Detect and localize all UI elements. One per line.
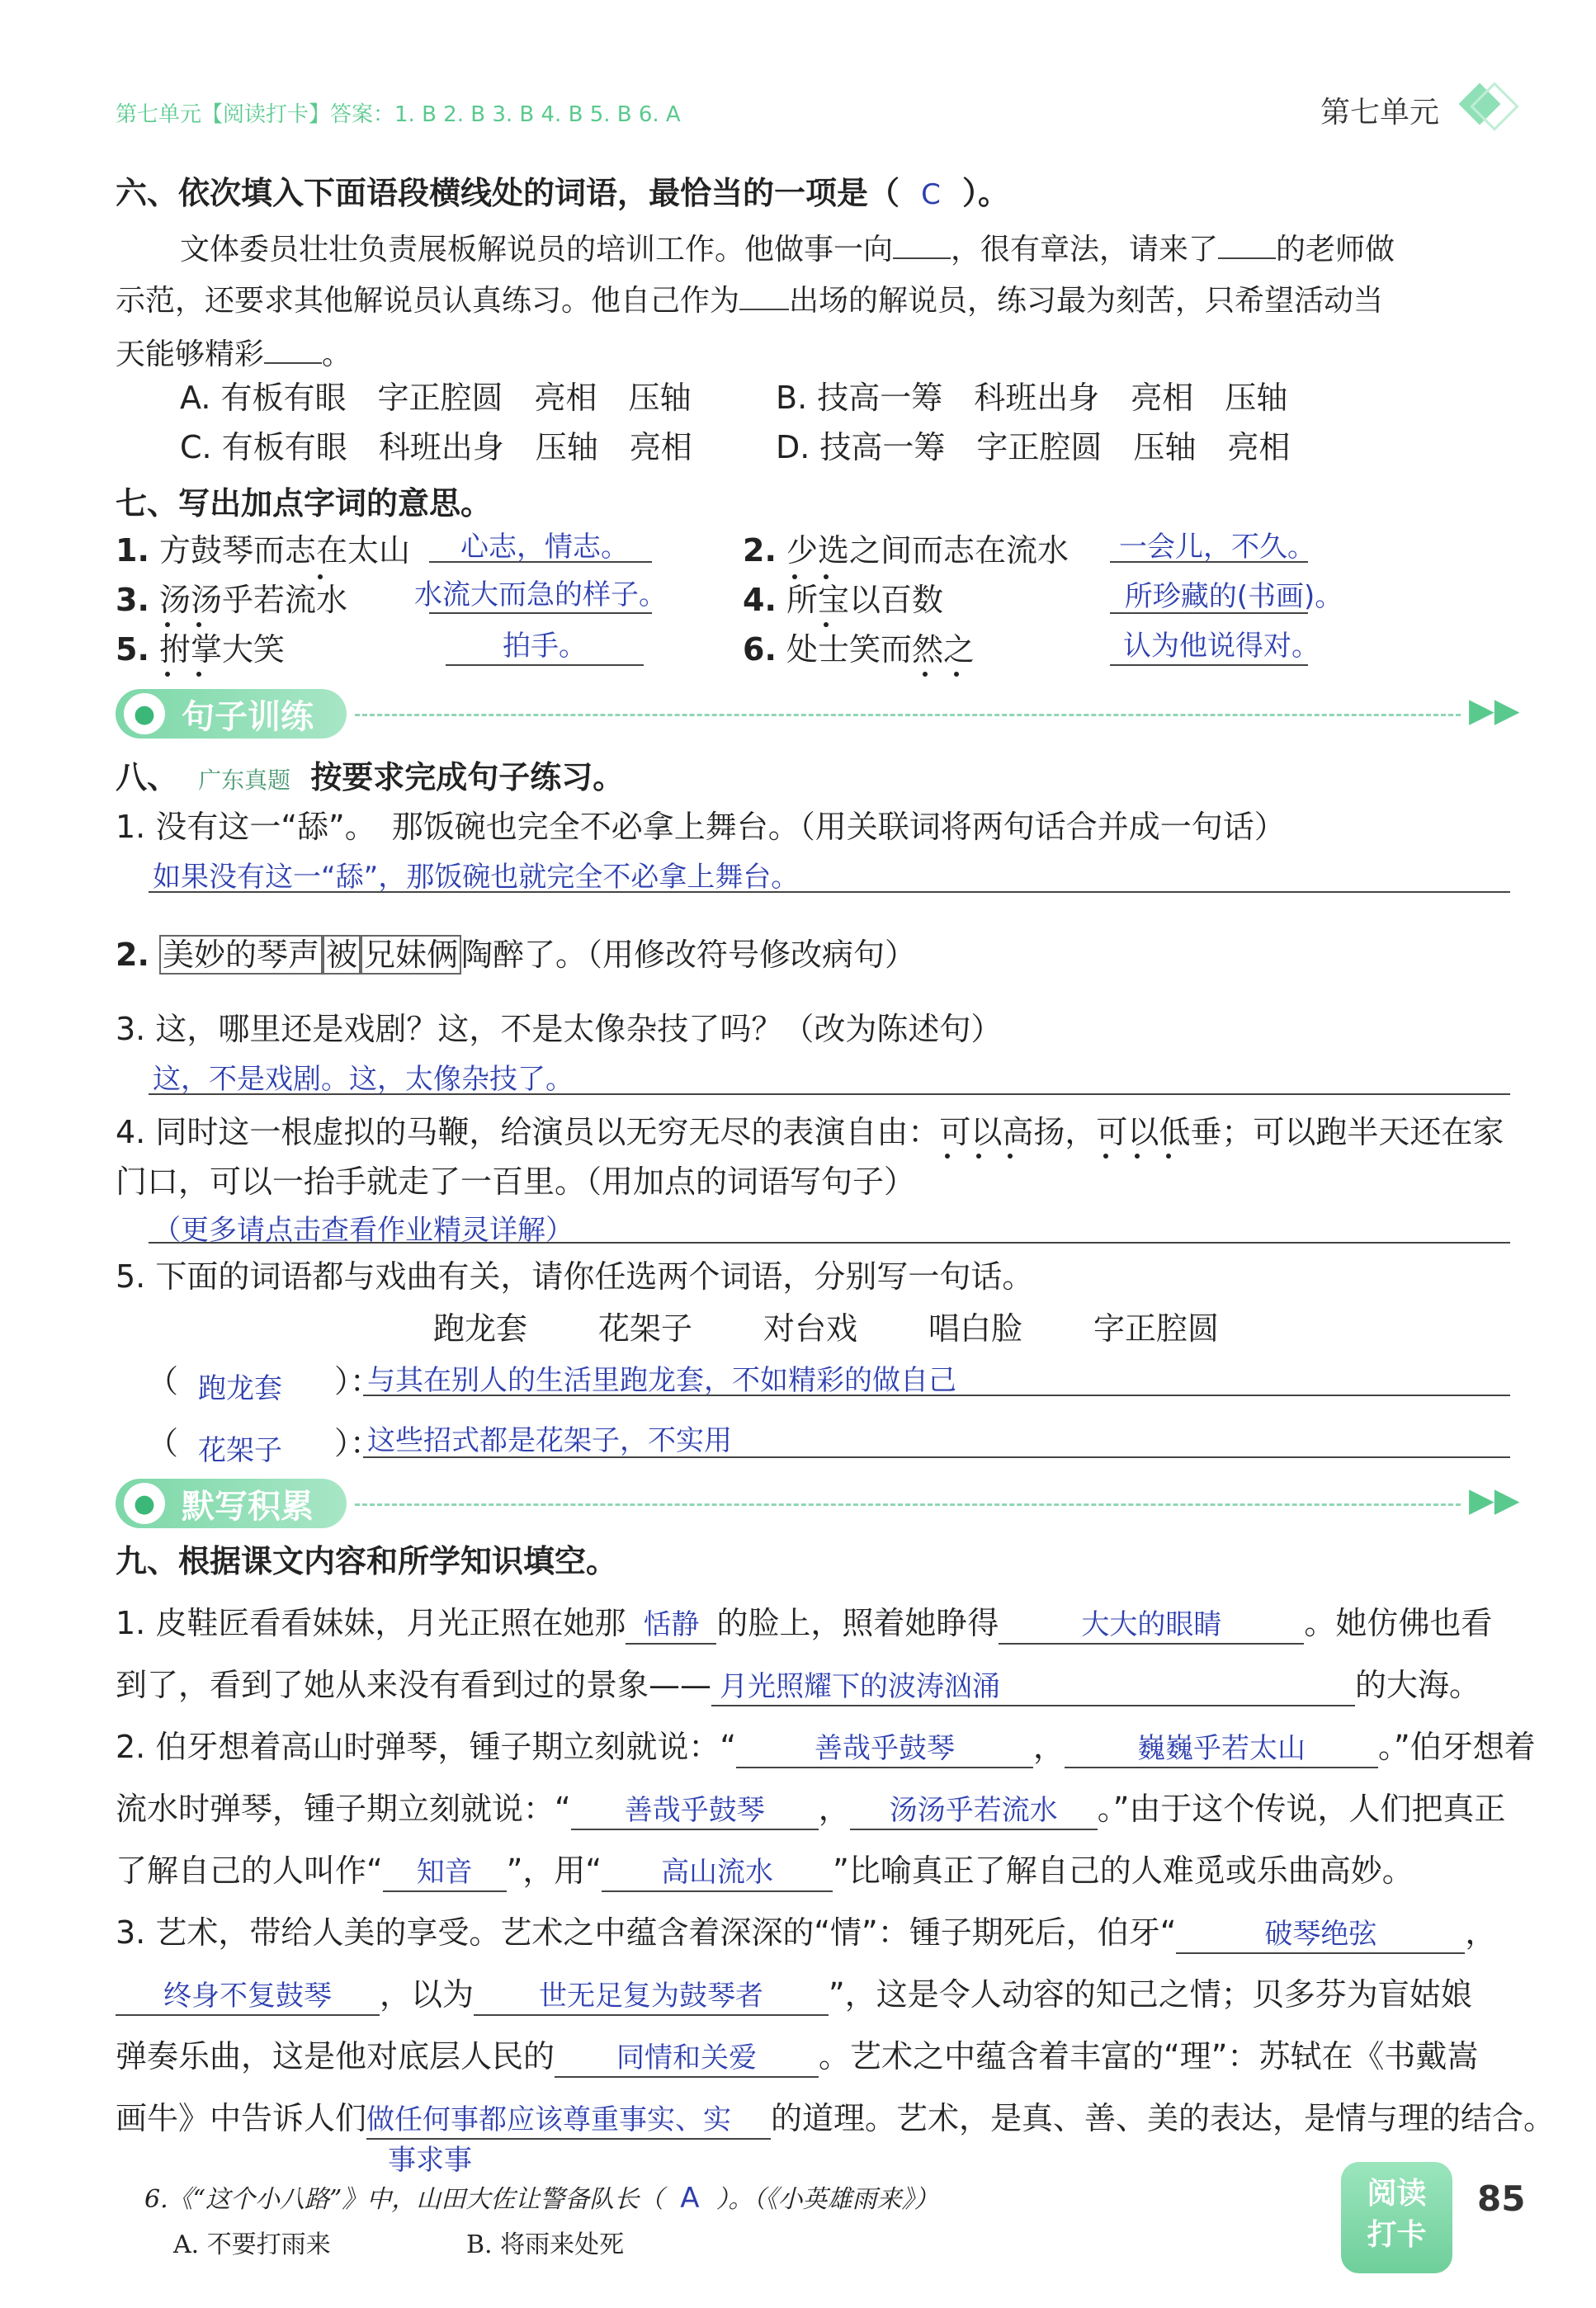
q8-word-3: 对台戏 — [763, 1310, 858, 1347]
q8-s2-num: 2. — [116, 937, 149, 973]
q9-p1-answer-3: 月光照耀下的波涛汹涌 — [711, 1668, 1355, 1706]
q9-p2-text-c: 。”伯牙想着 — [1378, 1729, 1536, 1765]
q6-line1-text: 文体委员壮壮负责展板解说员的培训工作。他做事一向 — [180, 233, 894, 267]
q9-title: 九、根据课文内容和所学知识填空。 — [116, 1543, 618, 1579]
emphasis-dot — [792, 574, 797, 579]
q8-s1-answer: 如果没有这一“舔”，那饭碗也就完全不必拿上舞台。 — [153, 861, 800, 894]
q7-item-1-line — [429, 561, 652, 563]
q8-pick1-sentence: 与其在别人的生活里跑龙套，不如精彩的做自己 — [367, 1364, 956, 1397]
q7-item-3-answer: 水流大而急的样子。 — [414, 578, 667, 611]
q8-s3-line — [149, 1093, 1510, 1095]
q6-answer: C — [921, 178, 941, 211]
banner-sentence-label: 句子训练 — [182, 697, 314, 736]
q6-title: 六、依次填入下面语段横线处的词语，最恰当的一项是（ — [116, 175, 900, 211]
q9-p3-text-a: 3. 艺术，带给人美的享受。艺术之中蕴含着深深的“情”：锺子期死后，伯牙“ — [116, 1914, 1177, 1951]
q6-line3-text: 天能够精彩 — [116, 337, 265, 371]
q8-pick1-open: （ — [147, 1363, 179, 1399]
q7-item-2-answer: 一会儿，不久。 — [1119, 531, 1315, 564]
q7-item-3-text: 汤汤乎若流水 — [158, 582, 347, 618]
q8-s2-boxed-object: 兄妹俩 — [361, 935, 461, 975]
q7-item-5-num: 5. — [116, 631, 149, 668]
q8-word-2: 花架子 — [598, 1310, 693, 1347]
emphasis-dot — [923, 672, 928, 677]
q9-p3-answer-5: 做任何事都应该尊重事实、实 — [366, 2102, 771, 2140]
q7-item-4-num: 4. — [743, 582, 777, 618]
q6-close: ）。 — [961, 175, 1009, 211]
q6-passage-line3 — [116, 334, 352, 373]
q9-p3-text-c: ，以为 — [380, 1976, 475, 2013]
q7-item-2 — [743, 532, 1069, 569]
q8-word-5: 字正腔圆 — [1093, 1310, 1220, 1347]
footer-q6 — [144, 2178, 939, 2215]
q7-item-3-num: 3. — [116, 582, 149, 618]
footer-q6-answer: A — [680, 2182, 700, 2215]
q7-item-4-line — [1110, 612, 1308, 614]
q8-s2-boxed-subject: 美妙的琴声 — [159, 935, 323, 975]
footer-option-a: A. 不要打雨来 — [173, 2230, 331, 2259]
q7-item-4-answer: 所珍藏的(书画)。 — [1124, 580, 1343, 613]
divider — [355, 714, 1461, 716]
q6-option-c: C. 有板有眼 科班出身 压轴 亮相 — [180, 429, 692, 465]
banner-dictation-label: 默写积累 — [182, 1487, 314, 1526]
q7-item-3-line — [429, 612, 652, 614]
q9-p2-text-f: 。”由于这个传说，人们把真正 — [1097, 1791, 1506, 1827]
emphasis-dot — [824, 574, 829, 579]
q6-title-row — [116, 175, 1009, 213]
q7-item-4-text: 所宝以百数 — [786, 582, 943, 618]
q7-item-1-num: 1. — [116, 532, 149, 569]
section-banner-sentence — [116, 689, 347, 739]
q9-p2-row3 — [116, 1853, 1414, 1892]
q9-p3-row4 — [116, 2100, 1555, 2140]
q9-p1-row1 — [116, 1605, 1492, 1645]
q8-s2-boxed-passive: 被 — [323, 935, 361, 975]
q8-s3-answer: 这，不是戏剧。这，太像杂技了。 — [153, 1063, 574, 1096]
q9-p2-row1 — [116, 1729, 1536, 1768]
q8-pick1-close: ）： — [334, 1363, 382, 1399]
q9-p3-row2 — [116, 1976, 1472, 2016]
q7-item-1-answer: 心志，情志。 — [460, 531, 629, 564]
q9-p3-answer-3: 世无足复为鼓琴者 — [474, 1978, 829, 2016]
page-number: 85 — [1477, 2178, 1526, 2219]
q9-p2-row2 — [116, 1791, 1505, 1830]
q8-pick1-line — [363, 1395, 1510, 1396]
divider — [355, 1503, 1461, 1506]
q6-line1c-text: 的老师做 — [1276, 233, 1395, 267]
footer-option-b: B. 将雨来处死 — [466, 2230, 625, 2259]
q9-p2-answer-3: 善哉乎鼓琴 — [571, 1792, 819, 1830]
q9-p2-text-b: ， — [1033, 1729, 1065, 1765]
badge-line-1: 阅读 — [1367, 2177, 1427, 2211]
q9-p1-text-a: 1. 皮鞋匠看看妹妹，月光正照在她那 — [116, 1605, 626, 1641]
q6-option-b: B. 技高一筹 科班出身 亮相 压轴 — [776, 380, 1288, 416]
emphasis-dot — [1008, 1154, 1013, 1159]
q6-line1b-text: ，很有章法，请来了 — [951, 233, 1219, 267]
q6-option-d: D. 技高一筹 字正腔圆 压轴 亮相 — [776, 429, 1291, 465]
q9-p3-text-b: ， — [1465, 1914, 1497, 1951]
q9-p3-row1 — [116, 1914, 1496, 1954]
q8-s4-line2: 门口，可以一抬手就走了一百里。（用加点的词语写句子） — [116, 1163, 916, 1200]
q8-title: 按要求完成句子练习。 — [310, 759, 625, 795]
q8-s2-rest: 陶醉了。（用修改符号修改病句） — [461, 937, 917, 973]
q8-pick2-sentence: 这些招式都是花架子，不实用 — [367, 1424, 732, 1457]
q8-title-prefix: 八、 — [116, 759, 179, 795]
q8-pick2-close: ）： — [334, 1425, 382, 1461]
emphasis-dot — [954, 672, 959, 677]
q8-s4-answer[interactable]: （更多请点击查看作业精灵详解） — [153, 1214, 574, 1247]
q6-option-a: A. 有板有眼 字正腔圆 亮相 压轴 — [180, 380, 692, 416]
q9-p3-answer-2: 终身不复鼓琴 — [116, 1978, 380, 2016]
q9-p3-text-g: 画牛》中告诉人们 — [116, 2100, 367, 2136]
emphasis-dot — [1103, 1154, 1108, 1159]
q9-p2-text-h: ”，用“ — [506, 1853, 602, 1889]
q7-item-6-answer: 认为他说得对。 — [1123, 630, 1320, 663]
q7-item-2-text: 少选之间而志在流水 — [786, 532, 1069, 569]
q9-p3-answer-1: 破琴绝弦 — [1176, 1916, 1465, 1954]
q7-item-6-line — [1110, 664, 1308, 666]
q9-p1-text-e: 的大海。 — [1355, 1667, 1481, 1703]
q8-s5: 5. 下面的词语都与戏曲有关，请你任选两个词语，分别写一句话。 — [116, 1258, 1034, 1295]
double-chevron-icon: ▶▶ — [1469, 691, 1520, 729]
q7-item-5-text: 拊掌大笑 — [158, 631, 285, 668]
q8-s3: 3. 这，哪里还是戏剧？这，不是太像杂技了吗？（改为陈述句） — [116, 1011, 1003, 1047]
q7-item-5-line — [446, 664, 644, 666]
q7-item-1-text: 方鼓琴而志在太山 — [158, 532, 410, 569]
emphasis-dot — [196, 672, 201, 677]
q8-tag: 广东真题 — [198, 767, 291, 794]
lightbulb-icon: ● — [124, 1483, 165, 1524]
q9-p1-row2 — [116, 1667, 1480, 1706]
q8-title-row — [116, 759, 624, 799]
q7-item-6-num: 6. — [743, 631, 777, 668]
q8-word-4: 唱白脸 — [928, 1310, 1023, 1347]
q7-title: 七、写出加点字词的意思。 — [116, 485, 493, 522]
emphasis-dot — [318, 574, 323, 579]
q8-pick2-word: 花架子 — [198, 1434, 282, 1467]
q8-pick1-word: 跑龙套 — [198, 1372, 282, 1405]
q6-line2b-text: 出场的解说员，练习最为刻苦，只希望活动当 — [789, 284, 1384, 318]
emphasis-dot — [976, 1154, 981, 1159]
q7-item-5 — [116, 631, 285, 668]
unit-title: 第七单元 — [1320, 96, 1440, 130]
q9-p3-text-h: 的道理。艺术，是真、善、美的表达，是情与理的结合。 — [771, 2100, 1556, 2136]
q7-item-4 — [743, 582, 943, 618]
q6-line3b-text: 。 — [322, 337, 352, 371]
q7-item-3 — [116, 582, 347, 618]
q6-line2-text: 示范，还要求其他解说员认真练习。他自己作为 — [116, 284, 740, 318]
q9-p1-text-b: 的脸上，照着她睁得 — [716, 1605, 999, 1641]
emphasis-dot — [196, 622, 201, 627]
q7-item-6-text: 处士笑而然之 — [786, 631, 975, 668]
q9-p2-answer-2: 巍巍乎若太山 — [1065, 1730, 1378, 1768]
q9-p2-text-e: ， — [818, 1791, 850, 1827]
q9-p2-text-g: 了解自己的人叫作“ — [116, 1853, 383, 1889]
q9-p2-text-a: 2. 伯牙想着高山时弹琴，锺子期立刻就说：“ — [116, 1729, 737, 1765]
q9-p3-answer-5-continued: 事求事 — [388, 2144, 472, 2177]
q9-p2-answer-4: 汤汤乎若流水 — [850, 1792, 1098, 1830]
section-banner-dictation — [116, 1479, 347, 1528]
q9-p1-text-c: 。她仿佛也看 — [1304, 1605, 1493, 1641]
q8-pick2-line — [363, 1456, 1510, 1458]
footer-q6-text: 6.《“这个小八路”》中，山田大佐让警备队长（ — [144, 2185, 664, 2214]
q9-p3-text-e: 弹奏乐曲，这是他对底层人民的 — [116, 2038, 555, 2074]
q9-p1-text-d: 到了，看到了她从来没有看到过的景象—— — [116, 1667, 712, 1703]
q8-s1: 1. 没有这一“舔”。 那饭碗也完全不必拿上舞台。（用关联词将两句话合并成一句话） — [116, 809, 1286, 845]
q7-item-1 — [116, 532, 410, 569]
q8-s2 — [116, 937, 916, 973]
q8-s4-line1: 4. 同时这一根虚拟的马鞭，给演员以无穷无尽的表演自由：可以高扬，可以低垂；可以跑半天还在家 — [116, 1114, 1504, 1150]
q8-pick2-open: （ — [147, 1425, 179, 1461]
q9-p2-answer-6: 高山流水 — [602, 1854, 833, 1892]
q9-p3-answer-4: 同情和关爱 — [555, 2040, 819, 2078]
emphasis-dot — [1166, 1154, 1171, 1159]
q9-p3-text-f: 。艺术之中蕴含着丰富的“理”：苏轼在《书戴嵩 — [819, 2038, 1479, 2074]
badge-line-2: 打卡 — [1367, 2218, 1427, 2252]
emphasis-dot — [1135, 1154, 1140, 1159]
footer-q6-close: ）。（《小英雄雨来》） — [715, 2185, 939, 2214]
q9-p1-answer-2: 大大的眼睛 — [999, 1607, 1304, 1645]
answer-key: 第七单元【阅读打卡】答案：1. B 2. B 3. B 4. B 5. B 6. A — [116, 102, 681, 127]
q9-p1-answer-1: 恬静 — [626, 1607, 716, 1645]
q6-passage-line2 — [116, 281, 1383, 319]
emphasis-dot — [165, 622, 170, 627]
emphasis-dot — [824, 622, 829, 627]
q8-s1-line — [149, 891, 1510, 893]
q7-item-2-num: 2. — [743, 532, 777, 569]
q7-item-5-answer: 拍手。 — [503, 630, 587, 663]
q7-item-6 — [743, 631, 975, 668]
q9-p2-text-d: 流水时弹琴，锺子期立刻就说：“ — [116, 1791, 571, 1827]
q9-p2-answer-5: 知音 — [383, 1854, 507, 1892]
emphasis-dot — [165, 672, 170, 677]
q9-p3-text-d: ”，这是令人动容的知己之情；贝多芬为盲姑娘 — [829, 1976, 1472, 2013]
q9-p2-text-i: ”比喻真正了解自己的人难觅或乐曲高妙。 — [833, 1853, 1414, 1889]
q8-word-1: 跑龙套 — [433, 1310, 528, 1347]
q9-p3-row3 — [116, 2038, 1478, 2078]
emphasis-dot — [945, 1154, 950, 1159]
reading-checkin-badge[interactable] — [1341, 2162, 1452, 2273]
lightbulb-icon: ● — [124, 693, 165, 734]
q8-s4-line — [149, 1242, 1510, 1244]
q7-item-2-line — [1110, 561, 1308, 563]
q6-passage-line1 — [180, 229, 1395, 268]
double-chevron-icon: ▶▶ — [1469, 1481, 1520, 1519]
q9-p2-answer-1: 善哉乎鼓琴 — [736, 1730, 1033, 1768]
